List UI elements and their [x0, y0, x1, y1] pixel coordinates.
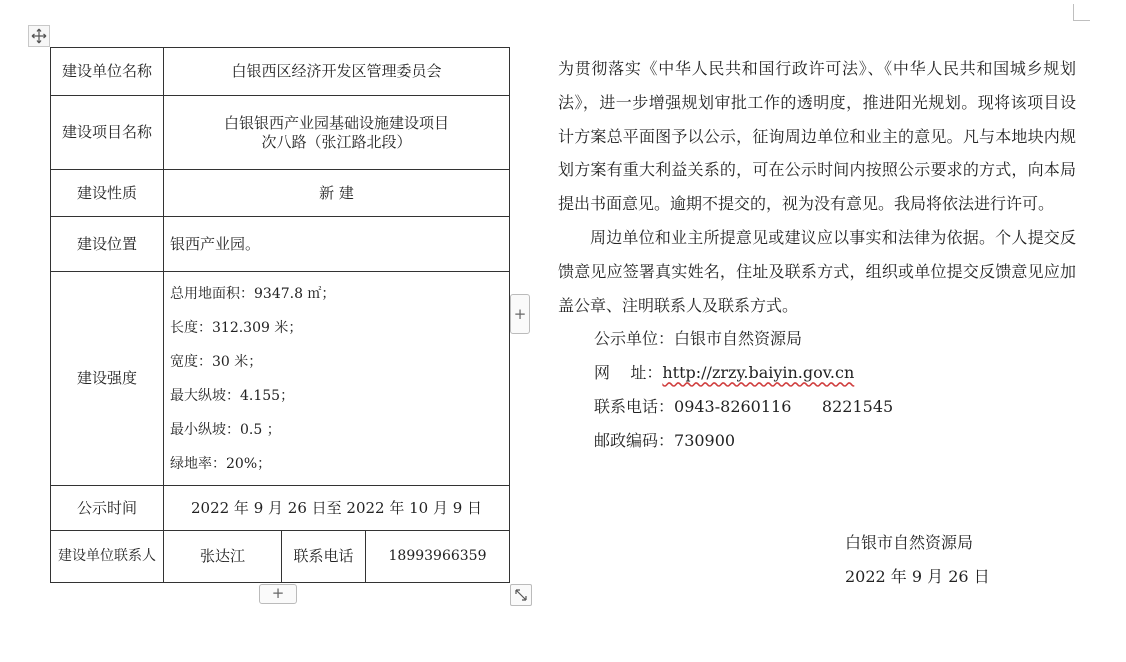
contact-name: 张达江 — [164, 531, 282, 583]
table-move-handle[interactable] — [28, 25, 50, 47]
row-label: 公示时间 — [51, 486, 164, 531]
resize-icon — [514, 588, 528, 602]
row-value: 2022 年 9 月 26 日至 2022 年 10 月 9 日 — [164, 486, 510, 531]
row-label: 建设强度 — [51, 272, 164, 486]
contact-phone: 18993966359 — [366, 531, 510, 583]
publisher-line — [558, 322, 1076, 356]
contact-label: 建设单位联系人 — [51, 531, 164, 583]
notice-paragraph: 周边单位和业主所提意见或建议应以事实和法律为依据。个人提交反馈意见应签署真实姓名，住址及联系方式，组织或单位提交反馈意见应加盖公章、注明联系人及联系方式。 — [558, 227, 1076, 315]
table-row — [51, 48, 510, 96]
value-line: 白银银西产业园基础设施建设项目 — [224, 113, 450, 132]
value-line: 最小纵坡：0.5 ； — [170, 421, 281, 438]
value-line: 最大纵坡：4.155； — [170, 387, 295, 404]
table-resize-handle[interactable] — [510, 584, 532, 606]
table-row — [51, 272, 510, 486]
notice-body — [558, 52, 1076, 458]
value-line: 绿地率：20%； — [170, 455, 272, 472]
signature-org — [845, 528, 1045, 558]
row-label: 建设单位名称 — [51, 48, 164, 96]
row-label: 建设项目名称 — [51, 96, 164, 170]
table-row — [51, 170, 510, 217]
website-line — [558, 356, 1076, 390]
phone-value-1: 0943-8260116 — [674, 396, 792, 416]
phone-label: 联系电话： — [594, 396, 675, 416]
row-value: 新 建 — [164, 170, 510, 217]
website-link[interactable]: http://zrzy.baiyin.gov.cn — [662, 363, 855, 383]
value-line: 宽度：30 米； — [170, 353, 263, 370]
table-row — [51, 217, 510, 272]
add-column-button[interactable]: + — [510, 294, 530, 334]
row-value — [164, 272, 510, 486]
value-line: 次八路（张江路北段） — [261, 132, 412, 151]
postcode-value: 730900 — [674, 430, 736, 450]
publisher-value: 白银市自然资源局 — [674, 329, 803, 349]
website-label: 网 址： — [594, 363, 663, 383]
add-row-button[interactable]: + — [259, 584, 297, 604]
table-row — [51, 486, 510, 531]
postcode-line — [558, 424, 1076, 458]
move-icon — [31, 28, 47, 44]
publisher-label: 公示单位： — [594, 329, 675, 349]
page-corner-mark — [1073, 4, 1090, 21]
signature-date — [845, 562, 1045, 592]
table-row — [51, 531, 510, 583]
row-value — [164, 96, 510, 170]
phone-value-2: 8221545 — [821, 396, 894, 416]
contact-phone-label: 联系电话 — [282, 531, 366, 583]
value-line: 总用地面积：9347.8 ㎡； — [170, 285, 336, 302]
table-row — [51, 96, 510, 170]
postcode-label: 邮政编码： — [594, 430, 675, 450]
project-info-table — [50, 47, 510, 583]
phone-line — [558, 390, 1076, 424]
notice-paragraph: 为贯彻落实《中华人民共和国行政许可法》、《中华人民共和国城乡规划法》，进一步增强规划审批工作的透明度，推进阳光规划。现将该项目设计方案总平面图予以公示，征询周边单位和业主的意见。凡与本地块内规划方案有重大利益关系的，可在公示时间内按照公示要求的方式，向本局提出书面意见。逾期不提交的，视为没有意见。我局将依法进行许可。 — [558, 59, 1076, 214]
row-value: 银西产业园。 — [164, 217, 510, 272]
value-line: 长度：312.309 米； — [170, 319, 303, 336]
signature-org-text: 白银市自然资源局 — [845, 533, 974, 552]
row-value: 白银西区经济开发区管理委员会 — [164, 48, 510, 96]
row-label: 建设位置 — [51, 217, 164, 272]
signature-date-text: 2022 年 9 月 26 日 — [845, 567, 990, 586]
row-label: 建设性质 — [51, 170, 164, 217]
